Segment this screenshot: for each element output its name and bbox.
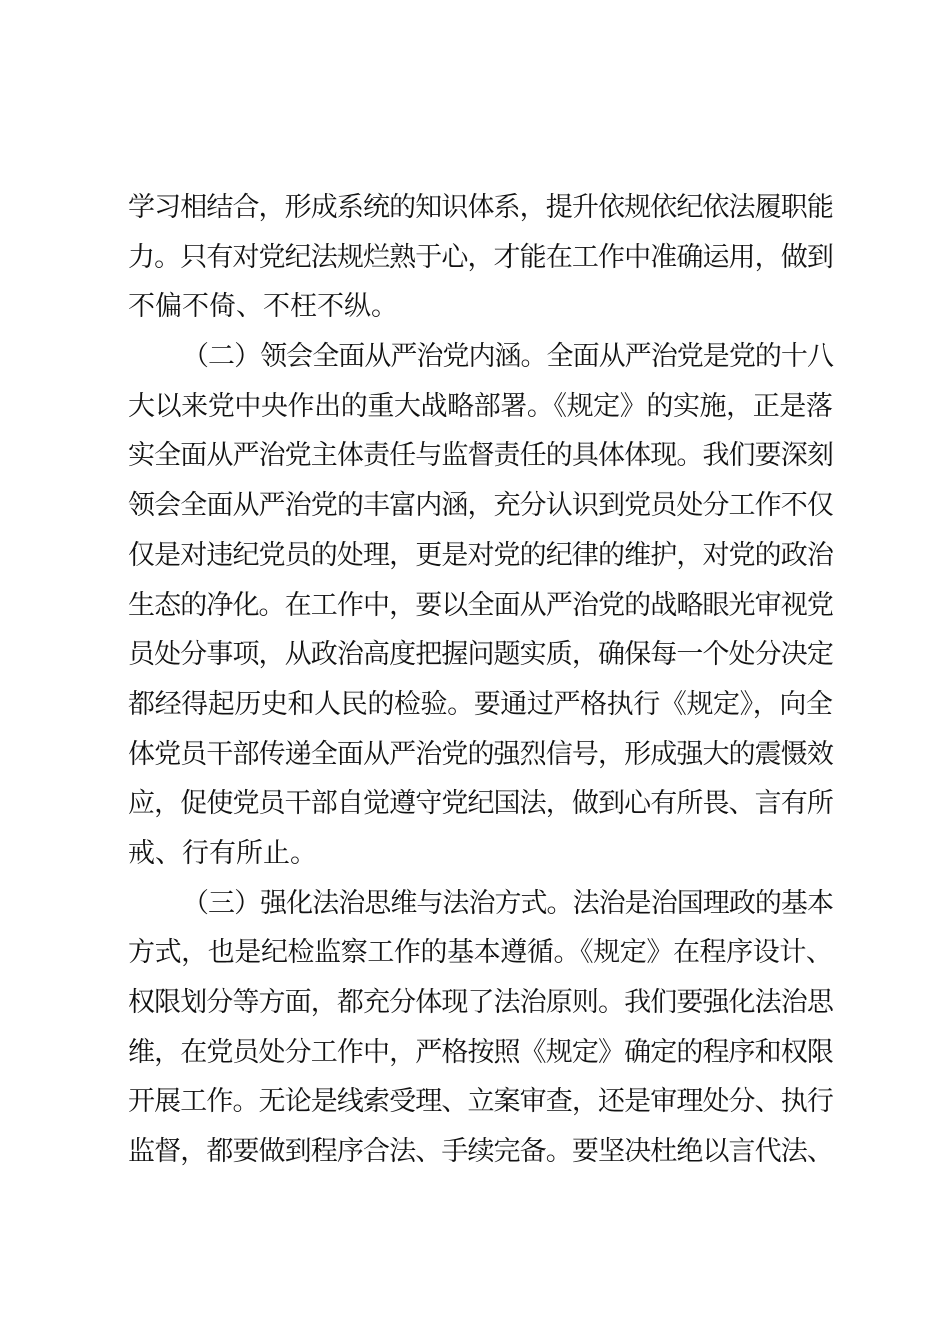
- text-line: 实全面从严治党主体责任与监督责任的具体体现。我们要深刻: [128, 440, 833, 472]
- text-line: 大以来党中央作出的重大战略部署。《规定》的实施，正是落: [128, 390, 833, 422]
- text-line: 维，在党员处分工作中，严格按照《规定》确定的程序和权限: [128, 1036, 833, 1068]
- text-line: 生态的净化。在工作中，要以全面从严治党的战略眼光审视党: [128, 589, 833, 621]
- text-line: 体党员干部传递全面从严治党的强烈信号，形成强大的震慑效: [128, 738, 833, 770]
- text-line: 方式，也是纪检监察工作的基本遵循。《规定》在程序设计、: [128, 937, 833, 969]
- text-line: 应，促使党员干部自觉遵守党纪国法，做到心有所畏、言有所: [128, 788, 833, 820]
- text-line: 领会全面从严治党的丰富内涵，充分认识到党员处分工作不仅: [128, 490, 833, 522]
- text-line: （三）强化法治思维与法治方式。法治是治国理政的基本: [182, 887, 833, 919]
- text-line: 权限划分等方面，都充分体现了法治原则。我们要强化法治思: [128, 987, 833, 1018]
- text-line: 仅是对违纪党员的处理，更是对党的纪律的维护，对党的政治: [128, 539, 833, 571]
- text-line: 戒、行有所止。: [128, 837, 317, 869]
- text-line: 力。只有对党纪法规烂熟于心，才能在工作中准确运用，做到: [128, 241, 833, 273]
- text-line: （二）领会全面从严治党内涵。全面从严治党是党的十八: [182, 341, 833, 373]
- text-line: 监督，都要做到程序合法、手续完备。要坚决杜绝以言代法、: [128, 1136, 833, 1168]
- text-line: 学习相结合，形成系统的知识体系，提升依规依纪依法履职能: [128, 192, 833, 223]
- text-line: 都经得起历史和人民的检验。要通过严格执行《规定》，向全: [128, 688, 833, 720]
- body-text: [128, 183, 833, 1177]
- text-line: 员处分事项，从政治高度把握问题实质，确保每一个处分决定: [128, 639, 833, 671]
- text-line: 不偏不倚、不枉不纵。: [128, 291, 398, 323]
- text-line: 开展工作。无论是线索受理、立案审查，还是审理处分、执行: [128, 1086, 833, 1118]
